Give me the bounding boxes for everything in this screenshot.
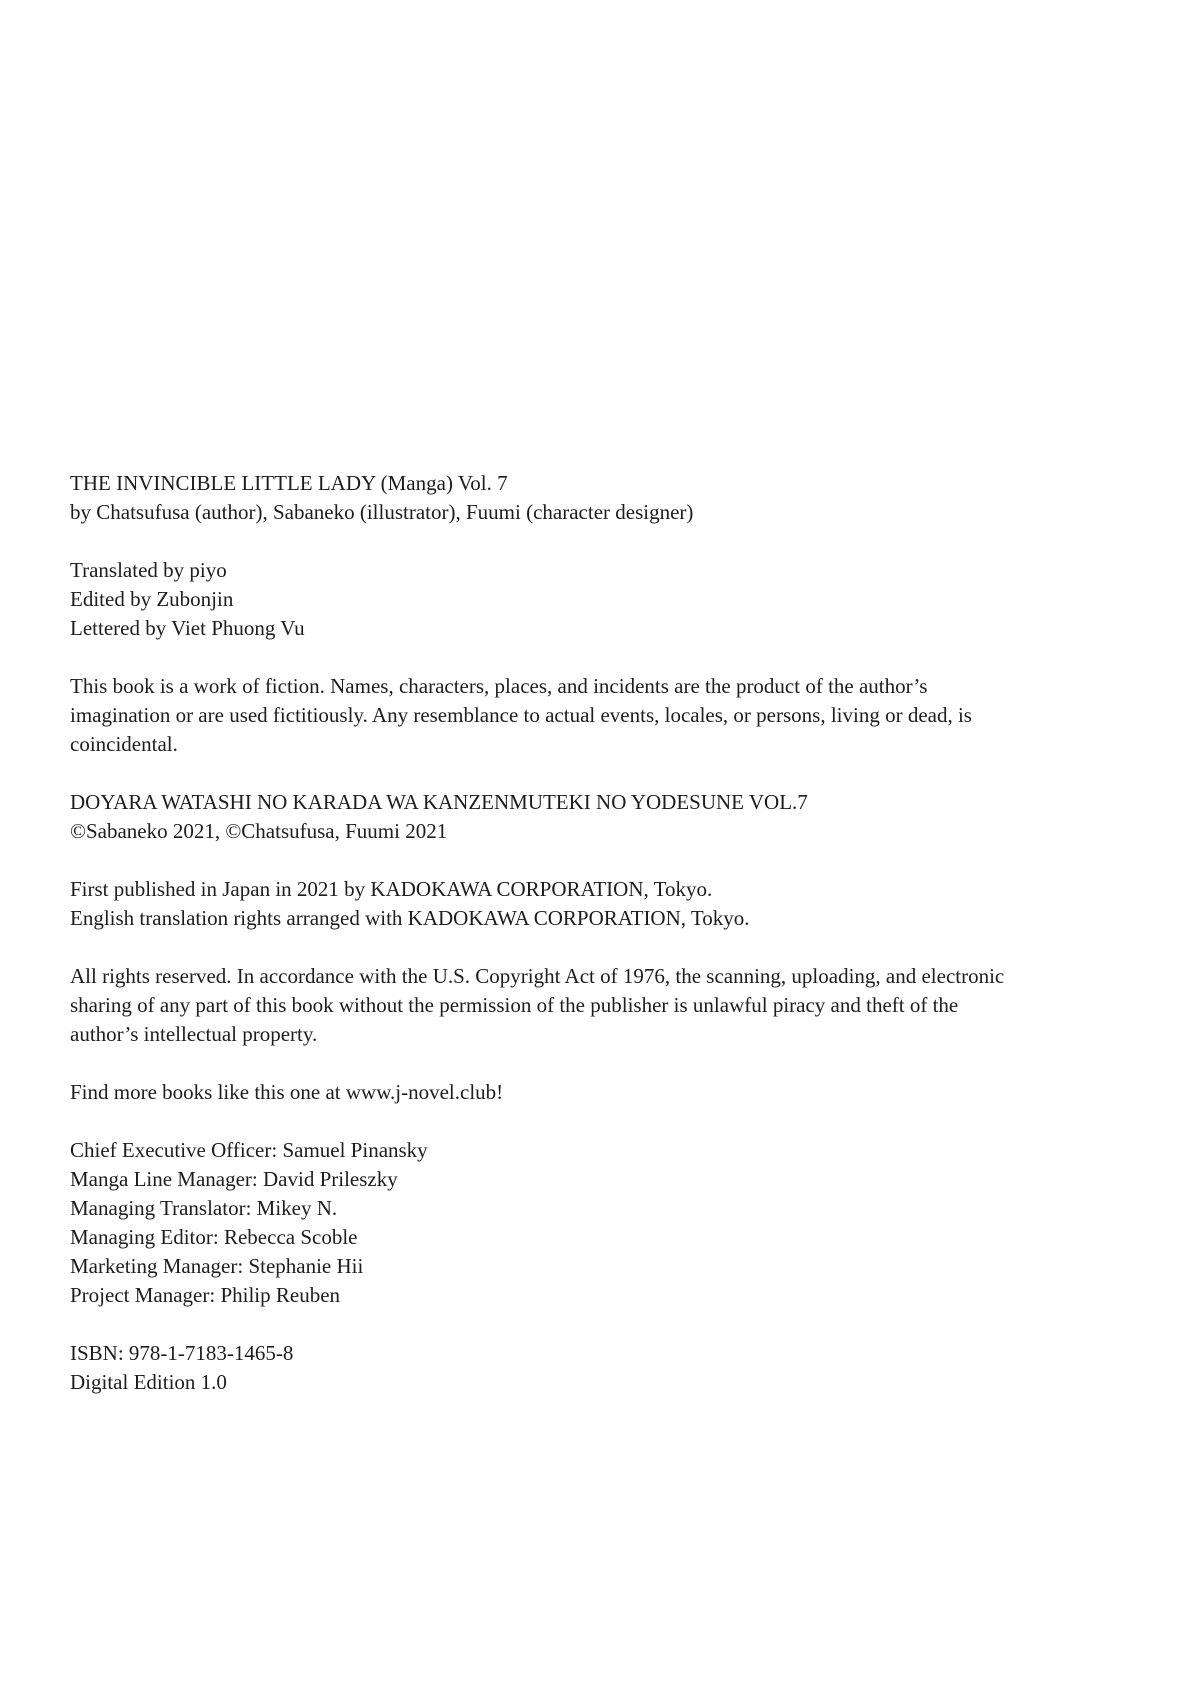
staff-line-manga-line-manager: Manga Line Manager: David Prileszky — [70, 1167, 398, 1191]
localization-credits — [70, 556, 1010, 643]
rights-notice-block — [70, 962, 1010, 1049]
credit-line-translator: Translated by piyo — [70, 558, 227, 582]
original-edition-block — [70, 788, 1010, 846]
title-block — [70, 469, 1010, 527]
staff-list — [70, 1136, 1010, 1310]
original-title: DOYARA WATASHI NO KARADA WA KANZENMUTEKI NO YODESUNE VOL.7 — [70, 790, 808, 814]
credit-line-letterer: Lettered by Viet Phuong Vu — [70, 616, 305, 640]
isbn-line: ISBN: 978-1-7183-1465-8 — [70, 1341, 294, 1365]
edition-block — [70, 1339, 1010, 1397]
publication-line-translation-rights: English translation rights arranged with KADOKAWA CORPORATION, Tokyo. — [70, 906, 750, 930]
staff-line-ceo: Chief Executive Officer: Samuel Pinansky — [70, 1138, 428, 1162]
edition-line: Digital Edition 1.0 — [70, 1370, 227, 1394]
rights-notice: All rights reserved. In accordance with the U.S. Copyright Act of 1976, the scanning, uploading, and electronic sharing of any part of this book without the permission of the publisher is unlawful piracy and theft of the author’s intellectual property. — [70, 964, 1005, 1046]
promo-block — [70, 1078, 1010, 1107]
copyright-line: ©Sabaneko 2021, ©Chatsufusa, Fuumi 2021 — [70, 819, 448, 843]
staff-line-project-manager: Project Manager: Philip Reuben — [70, 1283, 341, 1307]
publication-block — [70, 875, 1010, 933]
staff-line-managing-translator: Managing Translator: Mikey N. — [70, 1196, 338, 1220]
staff-line-marketing-manager: Marketing Manager: Stephanie Hii — [70, 1254, 364, 1278]
colophon-text-block — [70, 469, 1010, 1397]
staff-line-managing-editor: Managing Editor: Rebecca Scoble — [70, 1225, 358, 1249]
fiction-disclaimer: This book is a work of fiction. Names, characters, places, and incidents are the product of the author’s imagination or are used fictitiously. Any resemblance to actual events, locales, or persons, living or dead, is coincidental. — [70, 674, 972, 756]
book-title: THE INVINCIBLE LITTLE LADY (Manga) Vol. 7 — [70, 471, 508, 495]
fiction-disclaimer-block — [70, 672, 1010, 759]
credit-line-editor: Edited by Zubonjin — [70, 587, 234, 611]
book-byline: by Chatsufusa (author), Sabaneko (illustrator), Fuumi (character designer) — [70, 500, 694, 524]
promo-line: Find more books like this one at www.j-novel.club! — [70, 1080, 504, 1104]
publication-line-first-published: First published in Japan in 2021 by KADOKAWA CORPORATION, Tokyo. — [70, 877, 713, 901]
